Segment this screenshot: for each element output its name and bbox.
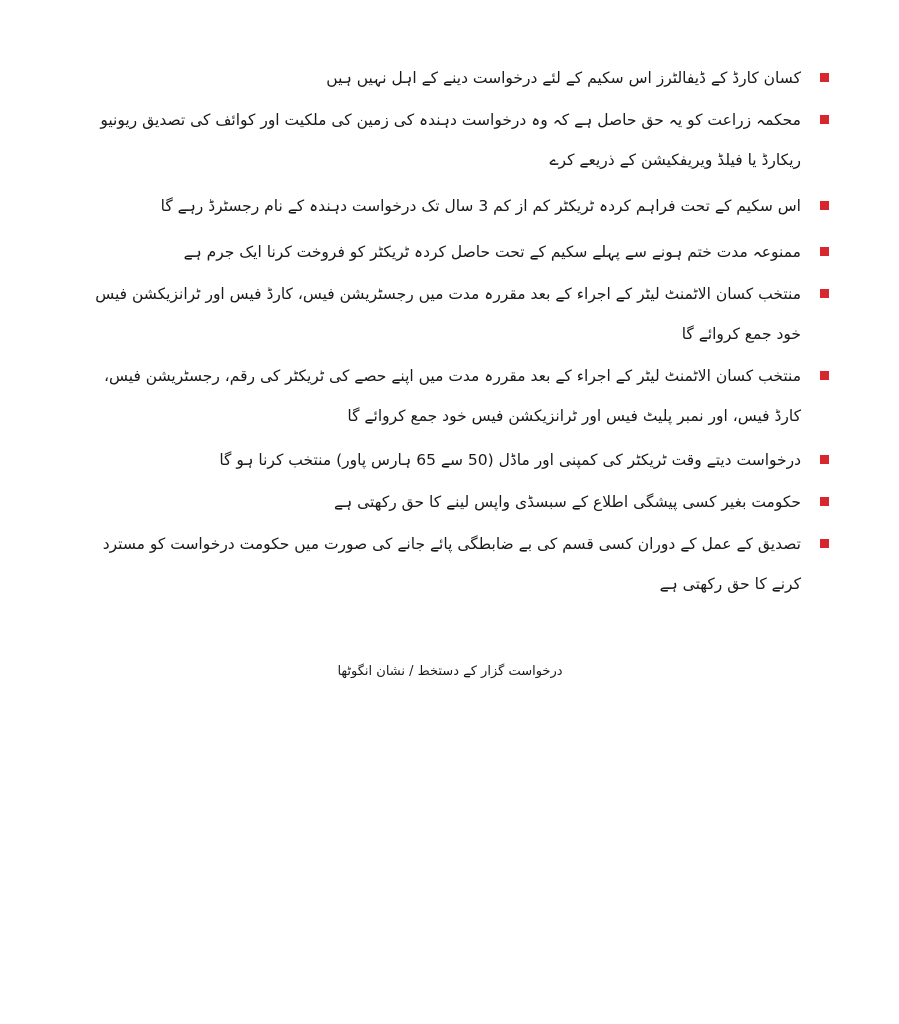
bullet-square-icon [820, 201, 829, 210]
condition-item [95, 482, 829, 522]
condition-text: محکمہ زراعت کو یہ حق حاصل ہے کہ وہ درخواست دہندہ کی زمین کی ملکیت اور کوائف کی تصدیق ریونیو ریکارڈ یا فیلڈ ویریفکیشن کے ذریعے کرے [100, 111, 801, 169]
condition-item [95, 524, 829, 604]
condition-item [95, 440, 829, 480]
condition-text: تصدیق کے عمل کے دوران کسی قسم کی بے ضابطگی پائے جانے کی صورت میں حکومت درخواست کو مسترد کرنے کا حق رکھتی ہے [102, 535, 801, 593]
condition-item [95, 274, 829, 354]
condition-text: ممنوعہ مدت ختم ہونے سے پہلے سکیم کے تحت حاصل کردہ ٹریکٹر کو فروخت کرنا ایک جرم ہے [183, 243, 801, 261]
condition-item [95, 232, 829, 272]
condition-text: منتخب کسان الاٹمنٹ لیٹر کے اجراء کے بعد مقررہ مدت میں اپنے حصے کی ٹریکٹر کی رقم، رجسٹریشن فیس، کارڈ فیس، اور نمبر پلیٹ فیس اور ٹرانزیکشن فیس خود جمع کروائے گا [104, 367, 801, 425]
bullet-square-icon [820, 539, 829, 548]
conditions-list [95, 58, 829, 604]
condition-text: درخواست دیتے وقت ٹریکٹر کی کمپنی اور ماڈل (50 سے 65 ہارس پاور) منتخب کرنا ہو گا [219, 451, 801, 469]
condition-text: اس سکیم کے تحت فراہم کردہ ٹریکٹر کم از کم 3 سال تک درخواست دہندہ کے نام رجسٹرڈ رہے گا [160, 197, 801, 215]
condition-item [95, 100, 829, 180]
condition-item [95, 58, 829, 98]
condition-item [95, 186, 829, 226]
condition-text: حکومت بغیر کسی پیشگی اطلاع کے سبسڈی واپس لینے کا حق رکھتی ہے [333, 493, 801, 511]
condition-text: کسان کارڈ کے ڈیفالٹرز اس سکیم کے لئے درخواست دینے کے اہل نہیں ہیں [326, 69, 801, 87]
bullet-square-icon [820, 247, 829, 256]
condition-item [95, 356, 829, 436]
bullet-square-icon [820, 497, 829, 506]
bullet-square-icon [820, 73, 829, 82]
bullet-square-icon [820, 455, 829, 464]
condition-text: منتخب کسان الاٹمنٹ لیٹر کے اجراء کے بعد مقررہ مدت میں رجسٹریشن فیس، کارڈ فیس اور ٹرانزیکشن فیس خود جمع کروائے گا [95, 285, 801, 343]
bullet-square-icon [820, 289, 829, 298]
bullet-square-icon [820, 115, 829, 124]
bullet-square-icon [820, 371, 829, 380]
signature-thumbprint-label: درخواست گزار کے دستخط / نشان انگوٹھا [337, 664, 563, 679]
